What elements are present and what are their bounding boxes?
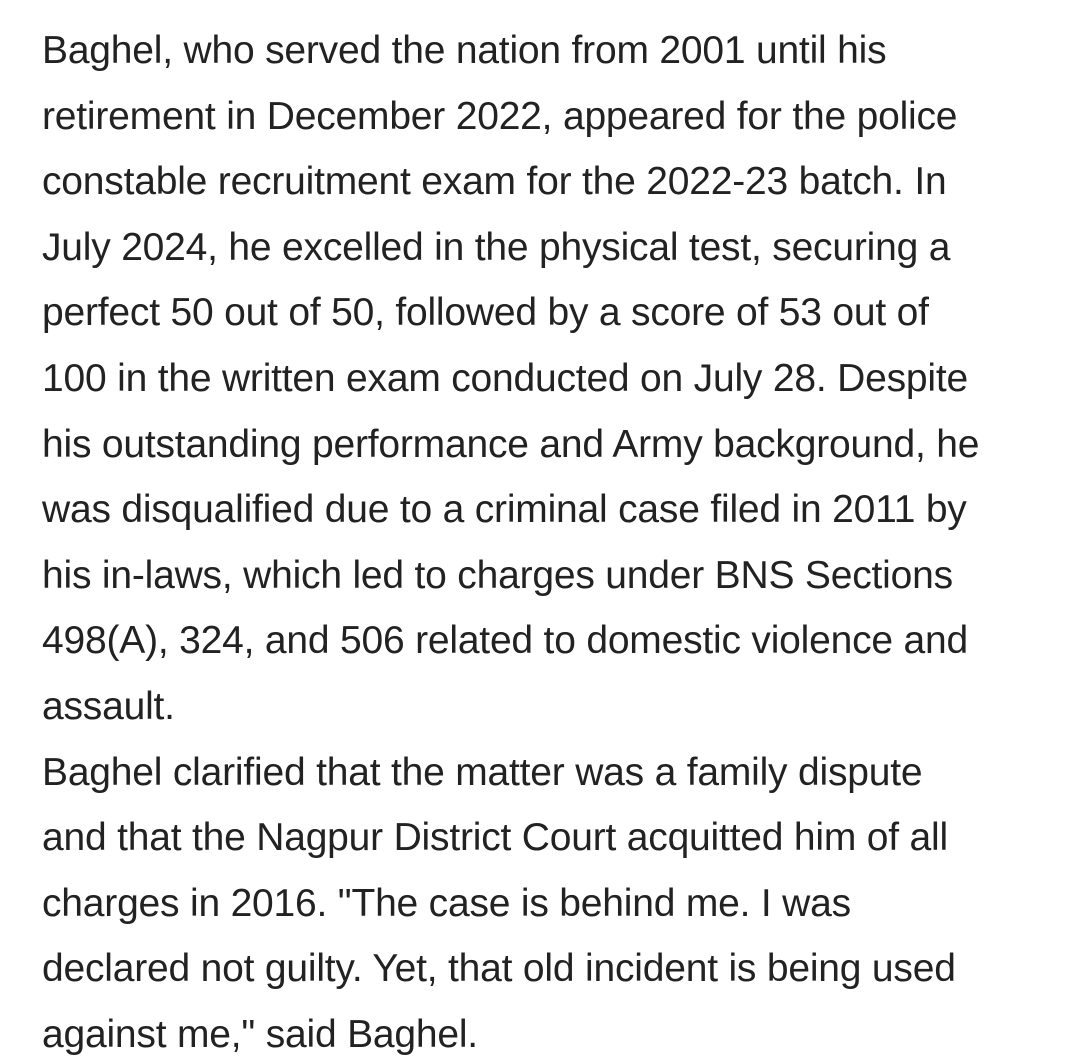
text-line: constable recruitment exam for the 2022-23 batch. In xyxy=(42,160,947,204)
paragraph-clarification xyxy=(42,740,1052,1063)
text-line: July 2024, he excelled in the physical test, securing a xyxy=(42,225,951,269)
text-line: charges in 2016. "The case is behind me. I was xyxy=(42,881,851,925)
text-line: Baghel, who served the nation from 2001 until his xyxy=(42,29,887,72)
text-line: and that the Nagpur District Court acquitted him of all xyxy=(42,816,948,860)
text-line: against me," said Baghel. xyxy=(42,1012,478,1056)
text-line: was disqualified due to a criminal case filed in 2011 by xyxy=(42,488,967,532)
text-line: retirement in December 2022, appeared for the police xyxy=(42,94,958,138)
text-line: perfect 50 out of 50, followed by a score of 53 out of xyxy=(42,291,929,335)
text-line: his outstanding performance and Army background, he xyxy=(42,422,980,466)
text-line: assault. xyxy=(42,684,175,728)
text-line: 100 in the written exam conducted on July 28. Despite xyxy=(42,356,968,400)
text-line: Baghel clarified that the matter was a family dispute xyxy=(42,750,923,794)
clipped-previous-line xyxy=(42,0,1052,20)
text-line: declared not guilty. Yet, that old incident is being used xyxy=(42,947,956,991)
article-body xyxy=(42,18,1052,1063)
text-line: 498(A), 324, and 506 related to domestic violence and xyxy=(42,619,969,663)
text-line: his in-laws, which led to charges under BNS Sections xyxy=(42,553,953,597)
paragraph-service-record xyxy=(42,18,1052,740)
